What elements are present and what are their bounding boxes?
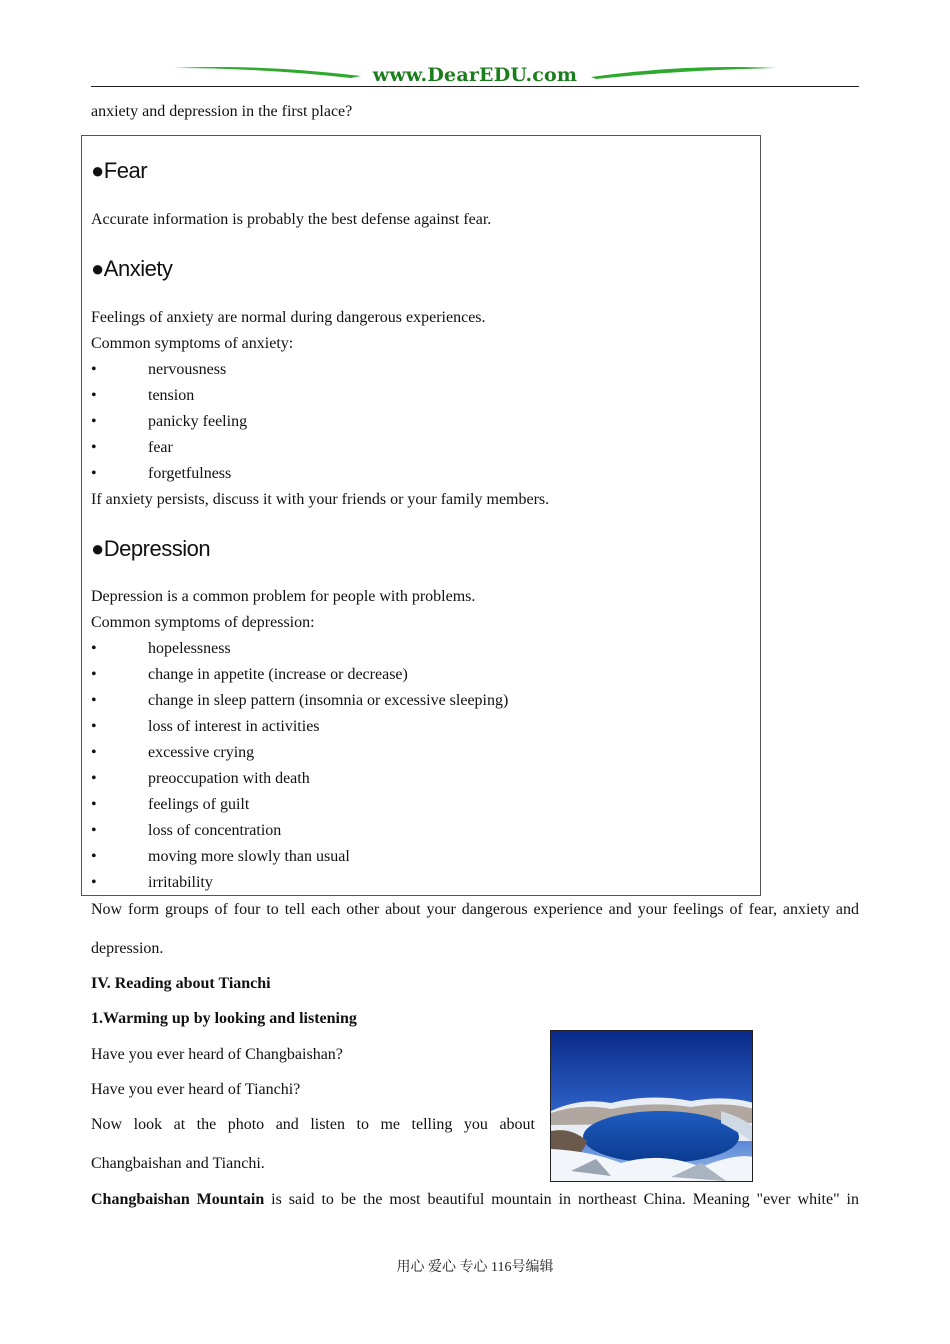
page-footer: 用心 爱心 专心 116号编辑 <box>396 1260 554 1275</box>
list-item <box>91 386 791 406</box>
anxiety-advice: If anxiety persists, discuss it with your friends or your family members. <box>91 491 550 508</box>
bullet-icon: • <box>91 770 97 787</box>
tianchi-photo <box>550 1030 753 1182</box>
anxiety-text: Feelings of anxiety are normal during dangerous experiences. <box>91 309 486 326</box>
list-item-text: change in appetite (increase or decrease) <box>148 666 408 683</box>
list-item-text: forgetfulness <box>148 465 232 482</box>
list-item <box>91 639 791 659</box>
bullet-icon: • <box>91 692 97 709</box>
changbaishan-paragraph-text: is said to be the most beautiful mountain in northeast China. Meaning "ever white" in <box>264 1191 860 1208</box>
groups-instruction-line2: depression. <box>91 940 164 957</box>
listen-instruction-line1: Now look at the photo and listen to me telling you about <box>91 1116 535 1133</box>
bullet-icon: • <box>91 796 97 813</box>
bullet-icon: • <box>91 361 97 378</box>
bullet-icon: • <box>91 822 97 839</box>
list-item <box>91 464 791 484</box>
fear-text: Accurate information is probably the best defense against fear. <box>91 211 492 228</box>
fear-heading: ●Fear <box>91 158 148 183</box>
depression-heading: ●Depression <box>91 536 211 561</box>
list-item-text: moving more slowly than usual <box>148 848 350 865</box>
list-item-text: panicky feeling <box>148 413 248 430</box>
list-item-text: nervousness <box>148 361 227 378</box>
list-item <box>91 769 791 789</box>
list-item-text: loss of concentration <box>148 822 282 839</box>
section-title: IV. Reading about Tianchi <box>91 975 271 992</box>
list-item-text: excessive crying <box>148 744 255 761</box>
intro-text: anxiety and depression in the first place? <box>91 103 353 120</box>
list-item <box>91 821 791 841</box>
page-header <box>91 62 859 90</box>
list-item <box>91 412 791 432</box>
header-rule <box>91 86 859 87</box>
anxiety-symptoms-intro: Common symptoms of anxiety: <box>91 335 294 352</box>
bullet-icon: • <box>91 640 97 657</box>
list-item <box>91 665 791 685</box>
bullet-icon: • <box>91 744 97 761</box>
site-url[interactable]: www.DearEDU.com <box>372 64 578 86</box>
question-changbaishan: Have you ever heard of Changbaishan? <box>91 1046 343 1063</box>
list-item <box>91 873 791 893</box>
changbaishan-mountain-term: Changbaishan Mountain <box>91 1191 265 1208</box>
list-item <box>91 795 791 815</box>
bullet-icon: • <box>91 666 97 683</box>
anxiety-heading: ●Anxiety <box>91 256 173 281</box>
groups-instruction-line1: Now form groups of four to tell each other about your dangerous experience and your feelings of fear, anxiety and <box>91 901 859 918</box>
changbaishan-paragraph <box>91 1190 859 1210</box>
list-item <box>91 691 791 711</box>
list-item-text: change in sleep pattern (insomnia or excessive sleeping) <box>148 692 509 709</box>
listen-instruction-line2: Changbaishan and Tianchi. <box>91 1155 265 1172</box>
list-item-text: irritability <box>148 874 213 891</box>
bullet-icon: • <box>91 387 97 404</box>
bullet-icon: • <box>91 413 97 430</box>
subsection-title: 1.Warming up by looking and listening <box>91 1010 357 1027</box>
depression-text: Depression is a common problem for people with problems. <box>91 588 476 605</box>
list-item <box>91 438 791 458</box>
list-item-text: preoccupation with death <box>148 770 310 787</box>
depression-symptoms-intro: Common symptoms of depression: <box>91 614 315 631</box>
list-item <box>91 847 791 867</box>
list-item-text: hopelessness <box>148 640 231 657</box>
bullet-icon: • <box>91 718 97 735</box>
list-item <box>91 360 791 380</box>
bullet-icon: • <box>91 465 97 482</box>
bullet-icon: • <box>91 439 97 456</box>
list-item-text: tension <box>148 387 195 404</box>
bullet-icon: • <box>91 874 97 891</box>
bullet-icon: • <box>91 848 97 865</box>
list-item-text: fear <box>148 439 173 456</box>
list-item-text: loss of interest in activities <box>148 718 320 735</box>
list-item <box>91 717 791 737</box>
question-tianchi: Have you ever heard of Tianchi? <box>91 1081 301 1098</box>
list-item-text: feelings of guilt <box>148 796 250 813</box>
list-item <box>91 743 791 763</box>
